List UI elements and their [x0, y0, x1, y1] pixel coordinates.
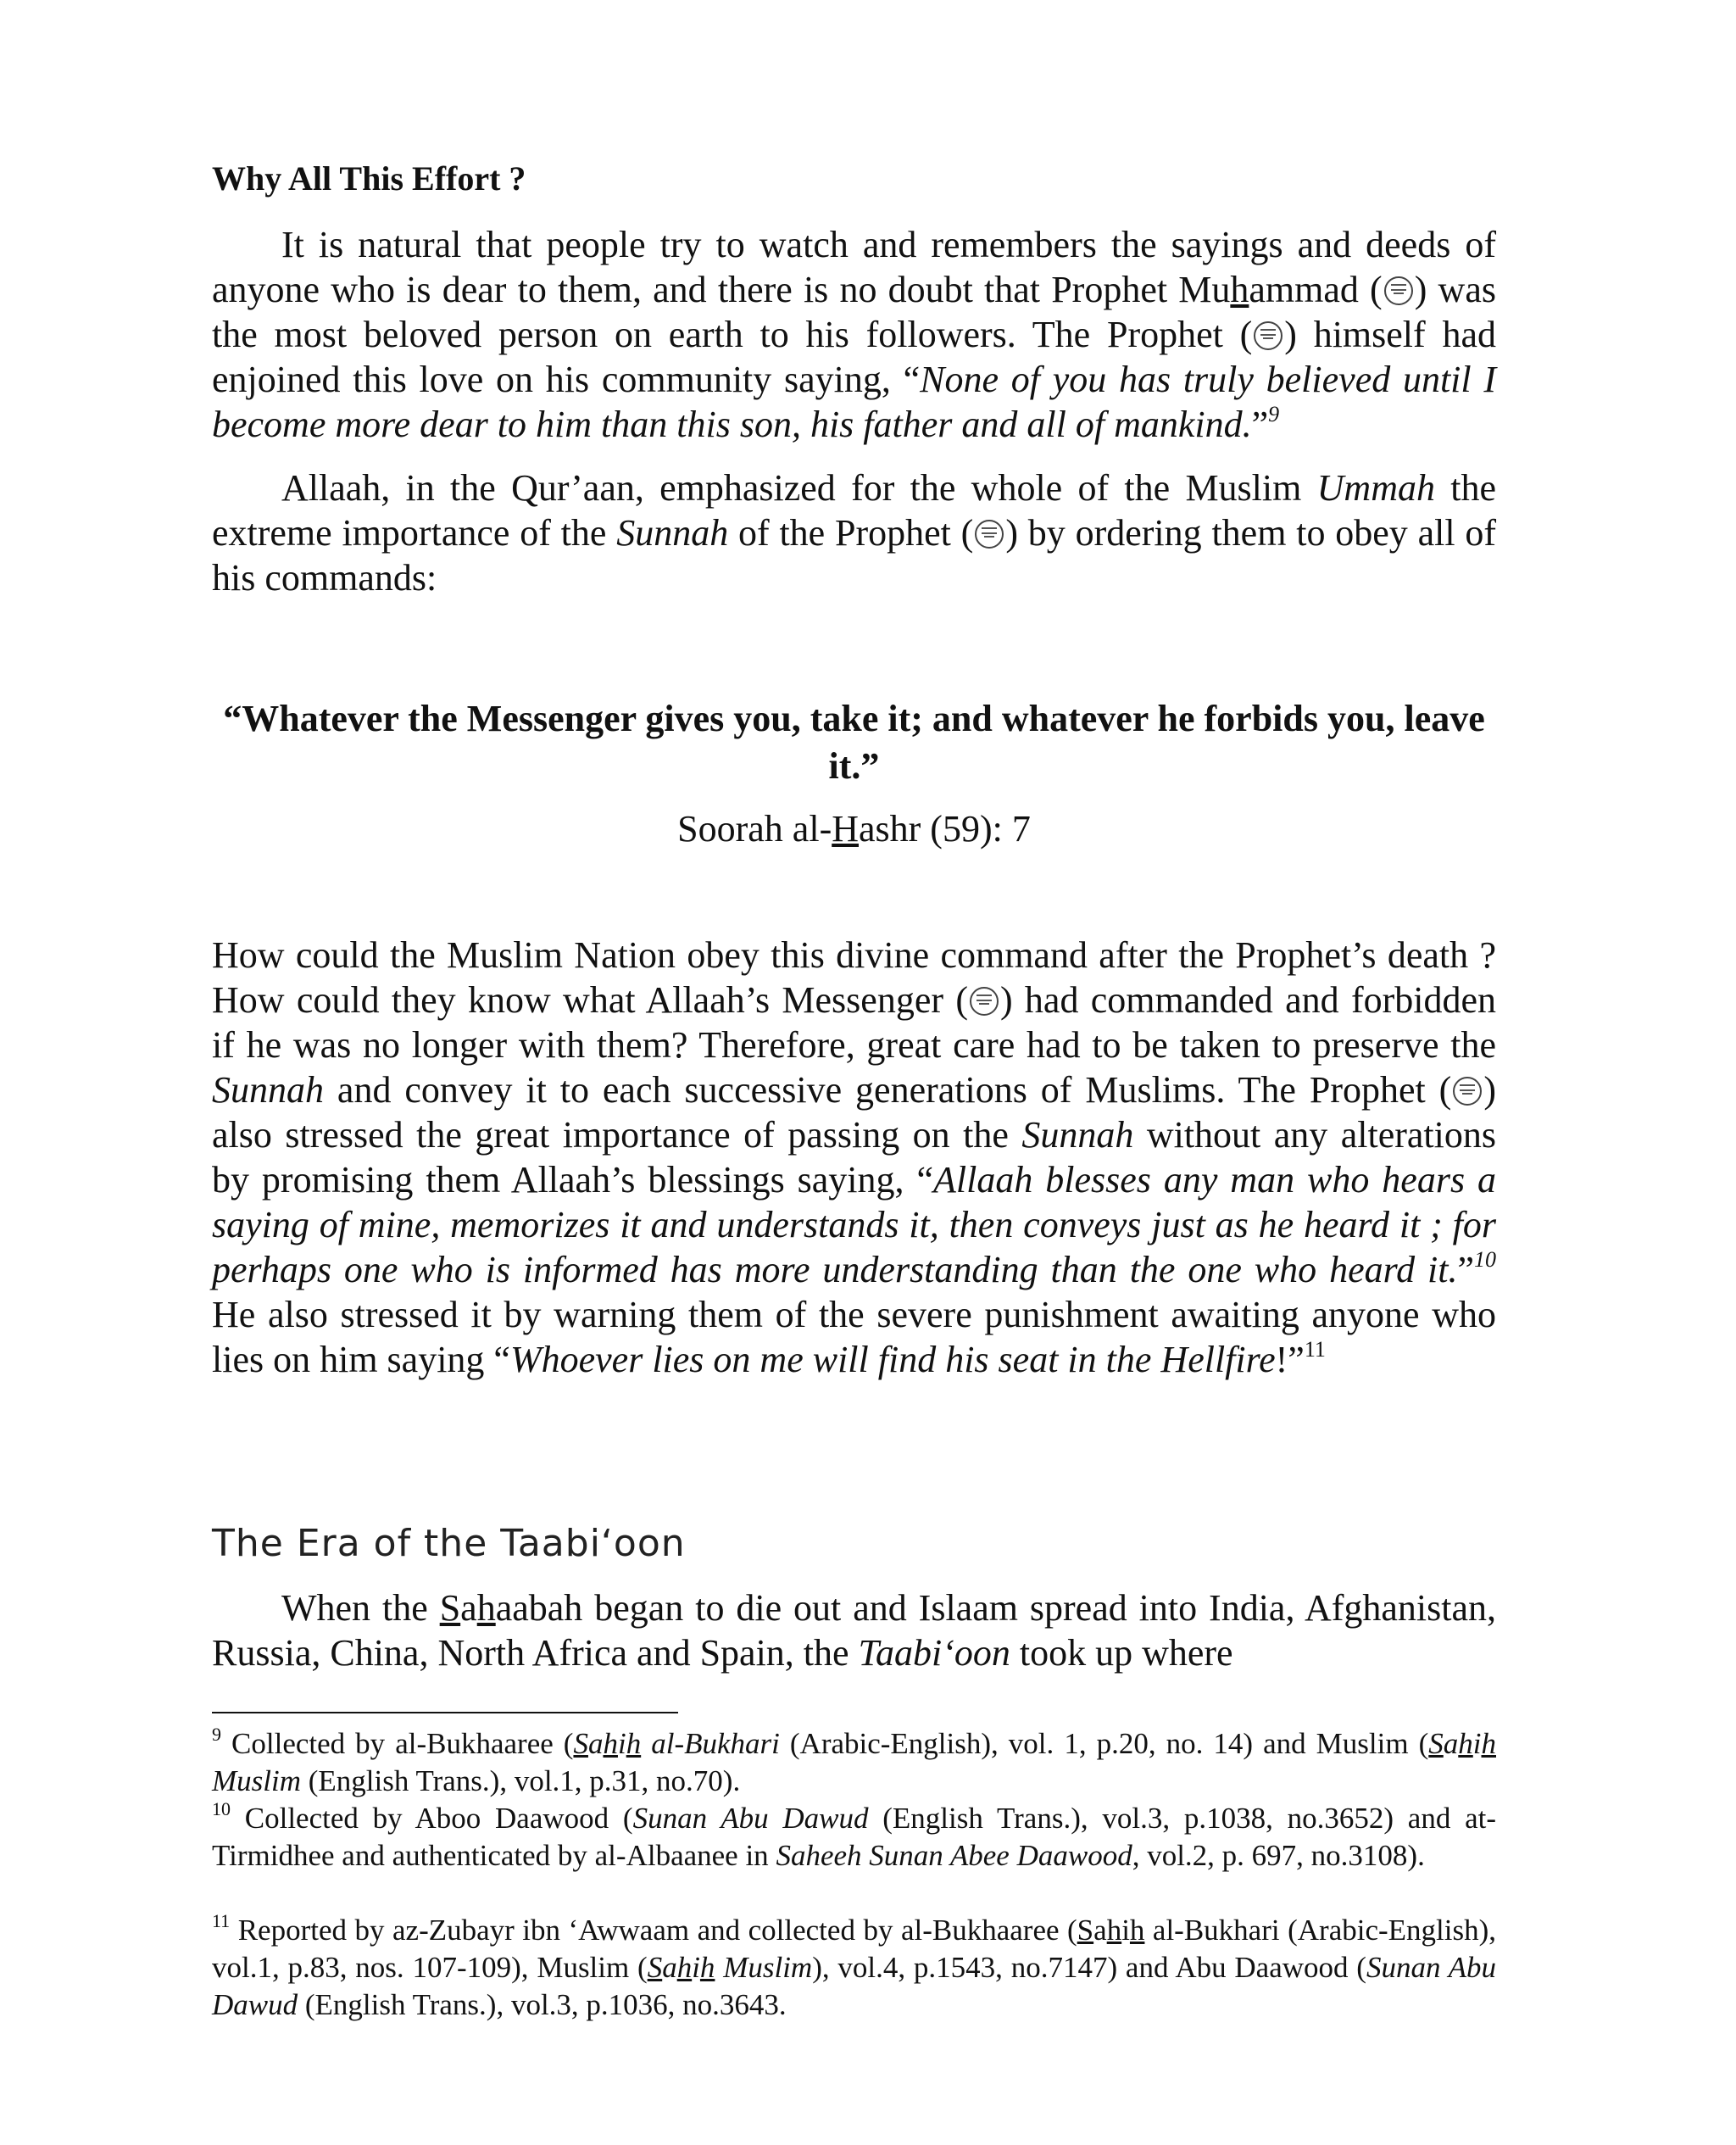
footnote-ref-10: 10 — [1474, 1247, 1496, 1273]
section-title: The Era of the Taabi‘oon — [212, 1522, 686, 1565]
salutation-icon — [970, 987, 999, 1016]
footnote-ref-11: 11 — [1304, 1337, 1326, 1362]
verse-reference: Soorah al-Hashr (59): 7 — [677, 808, 1031, 850]
verse-quote: “Whatever the Messenger gives you, take it; and whatever he forbids you, leave it.” — [223, 698, 1485, 787]
footnote-10: $^{10}$ Collected by Aboo Daawood (Sunan Abu Dawud (English Trans.), vol.3, p.1038, no.3652) and at-Tirmidhee and authenticated by al-Albaanee in Saheeh Sunan Abee Daawood, vol.2, p. 697, no.3108). — [212, 1798, 1497, 1872]
section-heading: Why All This Effort ? — [212, 159, 526, 198]
footnote-divider — [212, 1712, 678, 1713]
paragraph-preserving-sunnah: How could the Muslim Nation obey this divine command after the Prophet’s death ? How could they know what Allaah’s Messenger ( ) had commanded and forbidden if he was no longer with them? Therefore, great care had to be taken to preserve the Sunnah and convey it to each successive generations of Muslims. The Prophet ( ) also stressed the great importance of passing on the Sunnah without any alterations by promising them Allaah’s blessings saying, “Allaah blesses any man who hears a saying of mine, memorizes it and understands it, then conveys just as he heard it ; for perhaps one who is informed has more understanding than the one who heard it.”$^{10}$ He also stressed it by warning them of the severe punishment awaiting anyone who lies on him saying “Whoever lies on me will find his seat in the Hellfire!”$^{11}$ — [212, 934, 1497, 1380]
footnote-11: $^{11}$ Reported by az-Zubayr ibn ‘Awwaam and collected by al-Bukhaaree (Sahih al-Bukhari (Arabic-English), vol.1, p.83, nos. 107-109), Muslim (Sahih Muslim), vol.4, p.1543, no.7147) and Abu Daawood (Sunan Abu Dawud (English Trans.), vol.3, p.1036, no.3643. — [212, 1910, 1496, 2021]
hadith-quote: Allaah blesses any man who hears a saying of mine, memorizes it and understands it, then conveys just as he heard it ; for perhaps one who is informed has more understanding than the one who heard it. — [212, 1159, 1497, 1290]
hadith-quote: None of you has truly believed until I become more dear to him than this son, his father and all of mankind. — [212, 359, 1497, 445]
section1-continued — [212, 933, 1496, 1382]
paragraph-quran-emphasis: Allaah, in the Qur’aan, emphasized for the whole of the Muslim Ummah the extreme importance of the Sunnah of the Prophet ( ) by ordering them to obey all of his commands: — [212, 467, 1497, 599]
salutation-icon — [1453, 1077, 1482, 1106]
footnote-9: $^9$ Collected by al-Bukhaaree (Sahih al-Bukhari (Arabic-English), vol. 1, p.20, no. 14) and Muslim (Sahih Muslim (English Trans.), vol.1, p.31, no.70). — [212, 1724, 1496, 1797]
paragraph-love-of-prophet: It is natural that people try to watch and remembers the sayings and deeds of anyone who is dear to them, and there is no doubt that Prophet Muhammad ( ) was the most beloved person on earth to his followers. The Prophet ( ) himself had enjoined this love on his community saying, “None of you has truly believed until I become more dear to him than this son, his father and all of mankind.”$^9$ — [212, 224, 1497, 445]
footnote-ref-9: 9 — [1268, 402, 1280, 427]
salutation-icon — [975, 520, 1004, 549]
section2-body — [212, 1585, 1496, 1675]
paragraph-taabioon: When the Sahaabah began to die out and Islaam spread into India, Afghanistan, Russia, China, North Africa and Spain, the Taabi‘oon took up where — [212, 1587, 1497, 1674]
hadith-quote: Whoever lies on me will find his seat in the Hellfire — [509, 1339, 1276, 1380]
section1-body — [212, 222, 1496, 600]
salutation-icon — [1254, 321, 1283, 350]
salutation-icon — [1384, 276, 1413, 305]
